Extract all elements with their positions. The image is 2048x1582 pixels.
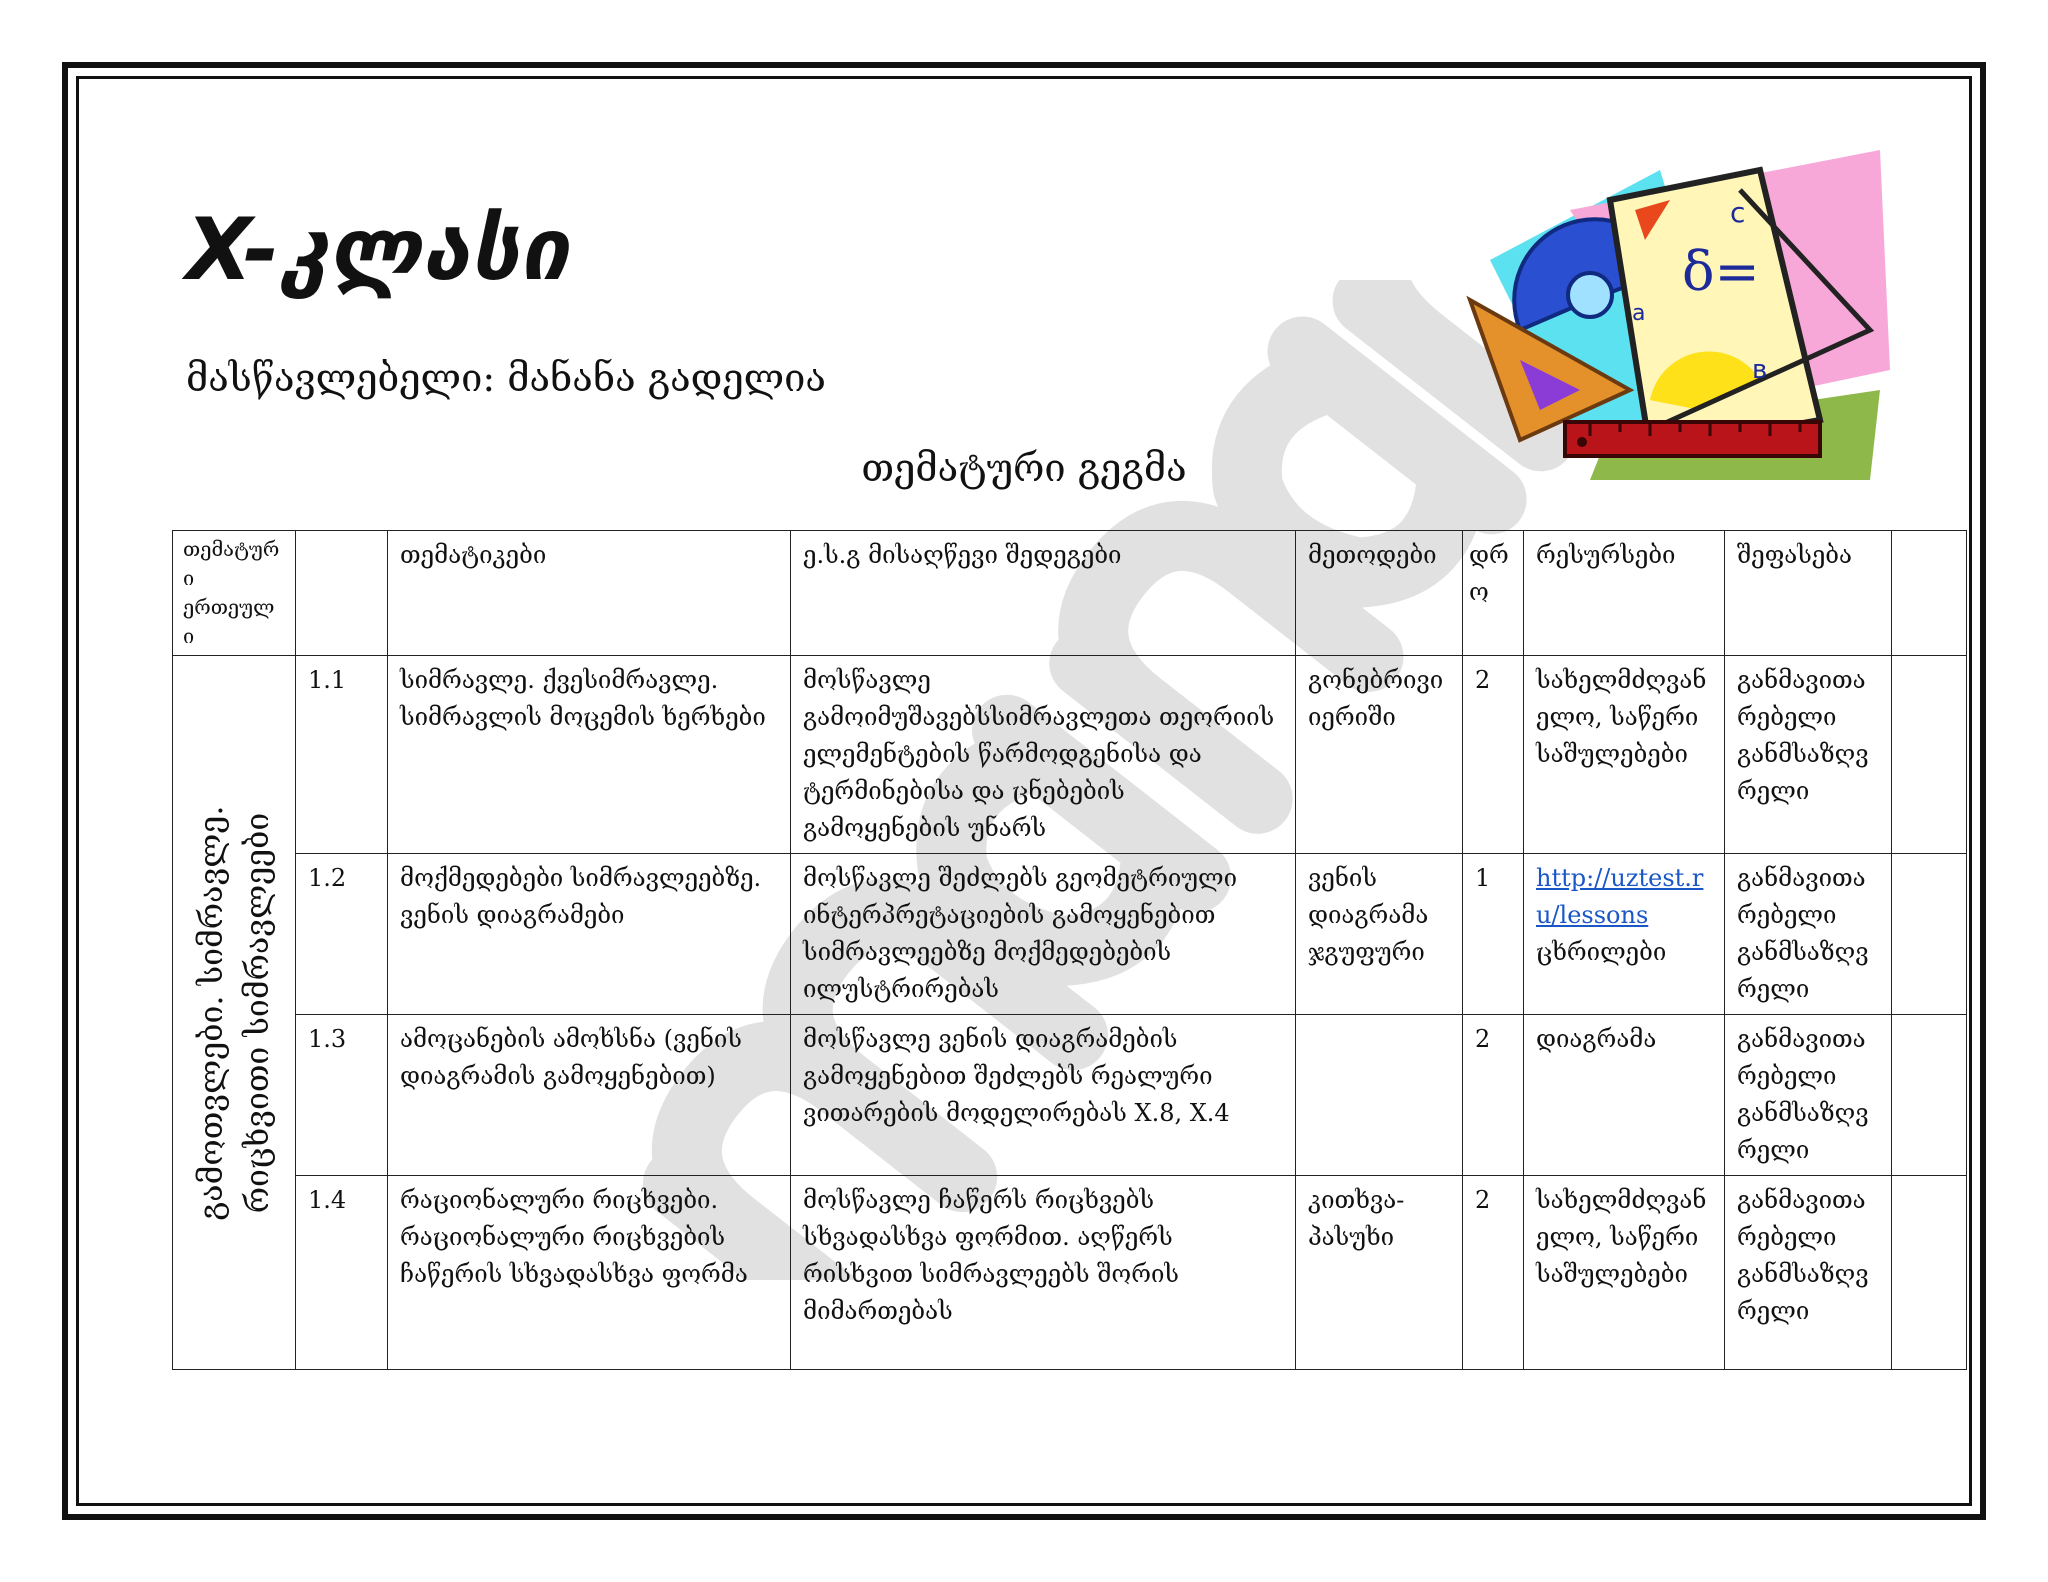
row-method bbox=[1296, 1015, 1463, 1176]
header-unit: თემატური ერთეული bbox=[173, 531, 296, 656]
row-outcome: მოსწავლე ვენის დიაგრამების გამოყენებით შეძლებს რეალური ვითარების მოდელირებას X.8, X.4 bbox=[791, 1015, 1296, 1176]
row-days: 2 bbox=[1463, 1015, 1524, 1176]
ruler-icon bbox=[1565, 422, 1820, 456]
row-resource-cell bbox=[1524, 854, 1725, 1015]
row-outcome: მოსწავლე შეძლებს გეომეტრიული ინტერპრეტაციების გამოყენებით სიმრავლეებზე მოქმედებების ილუსტრირებას bbox=[791, 854, 1296, 1015]
row-days: 2 bbox=[1463, 1176, 1524, 1370]
row-days: 2 bbox=[1463, 656, 1524, 854]
table-row bbox=[173, 656, 1967, 854]
header-methods: მეთოდები bbox=[1296, 531, 1463, 656]
row-resource: სახელმძღვანელო, საწერი საშულებები bbox=[1524, 656, 1725, 854]
header-topics: თემატიკები bbox=[388, 531, 791, 656]
class-title: X-კლასი bbox=[186, 200, 570, 300]
svg-text:a: a bbox=[1632, 301, 1646, 326]
row-number: 1.4 bbox=[296, 1176, 388, 1370]
header-days: დრო bbox=[1463, 531, 1524, 656]
row-topic: ამოცანების ამოხსნა (ვენის დიაგრამის გამოყენებით) bbox=[388, 1015, 791, 1176]
row-topic: რაციონალური რიცხვები. რაციონალური რიცხვების ჩაწერის სხვადასხვა ფორმა bbox=[388, 1176, 791, 1370]
row-topic: მოქმედებები სიმრავლეებზე. ვენის დიაგრამები bbox=[388, 854, 791, 1015]
row-days: 1 bbox=[1463, 854, 1524, 1015]
header-outcomes: ე.ს.გ მისაღწევი შედეგები bbox=[791, 531, 1296, 656]
teacher-line: მასწავლებელი: მანანა გადელია bbox=[186, 356, 826, 400]
table-row bbox=[173, 1176, 1967, 1370]
row-outcome: მოსწავლე გამოიმუშავებსსიმრავლეთა თეორიის ელემენტების წარმოდგენისა და ტერმინებისა და ცნებების გამოყენების უნარს bbox=[791, 656, 1296, 854]
row-topic: სიმრავლე. ქვესიმრავლე. სიმრავლის მოცემის ხერხები bbox=[388, 656, 791, 854]
row-number: 1.3 bbox=[296, 1015, 388, 1176]
row-extra bbox=[1892, 854, 1967, 1015]
svg-text:в: в bbox=[1752, 355, 1768, 385]
row-assessment: განმავითარებელი განმსაზღვრელი bbox=[1725, 656, 1892, 854]
row-outcome: მოსწავლე ჩაწერს რიცხვებს სხვადასხვა ფორმით. აღწერს რისხვით სიმრავლეებს შორის მიმართებას bbox=[791, 1176, 1296, 1370]
unit-label: გამოთვლები. სიმრავლე. რიცხვითი სიმრავლეები bbox=[192, 804, 276, 1221]
row-assessment: განმავითარებელი განმსაზღვრელი bbox=[1725, 1015, 1892, 1176]
header-extra bbox=[1892, 531, 1967, 656]
resource-link[interactable]: http://uztest.ru/lessons bbox=[1536, 864, 1704, 929]
thematic-plan-table bbox=[172, 530, 1967, 1370]
row-resource: სახელმძღვანელო, საწერი საშულებები bbox=[1524, 1176, 1725, 1370]
header-assessment: შეფასება bbox=[1725, 531, 1892, 656]
header-number bbox=[296, 531, 388, 656]
row-extra bbox=[1892, 1176, 1967, 1370]
row-extra bbox=[1892, 1015, 1967, 1176]
row-number: 1.1 bbox=[296, 656, 388, 854]
row-number: 1.2 bbox=[296, 854, 388, 1015]
row-method: ვენის დიაგრამა ჯგუფური bbox=[1296, 854, 1463, 1015]
table-header-row bbox=[173, 531, 1967, 656]
row-assessment: განმავითარებელი განმსაზღვრელი bbox=[1725, 854, 1892, 1015]
table-row bbox=[173, 854, 1967, 1015]
plan-title: თემატური გეგმა bbox=[861, 446, 1187, 490]
unit-cell bbox=[173, 656, 296, 1370]
svg-text:c: c bbox=[1730, 196, 1746, 229]
row-resource: ცხრილები bbox=[1536, 938, 1667, 966]
row-method: კითხვა-პასუხი bbox=[1296, 1176, 1463, 1370]
table-row bbox=[173, 1015, 1967, 1176]
row-method: გონებრივი იერიში bbox=[1296, 656, 1463, 854]
svg-text:δ=: δ= bbox=[1682, 240, 1760, 303]
row-assessment: განმავითარებელი განმსაზღვრელი bbox=[1725, 1176, 1892, 1370]
row-extra bbox=[1892, 656, 1967, 854]
header-resources: რესურსები bbox=[1524, 531, 1725, 656]
row-resource: დიაგრამა bbox=[1524, 1015, 1725, 1176]
math-tools-clipart bbox=[1400, 150, 1900, 490]
